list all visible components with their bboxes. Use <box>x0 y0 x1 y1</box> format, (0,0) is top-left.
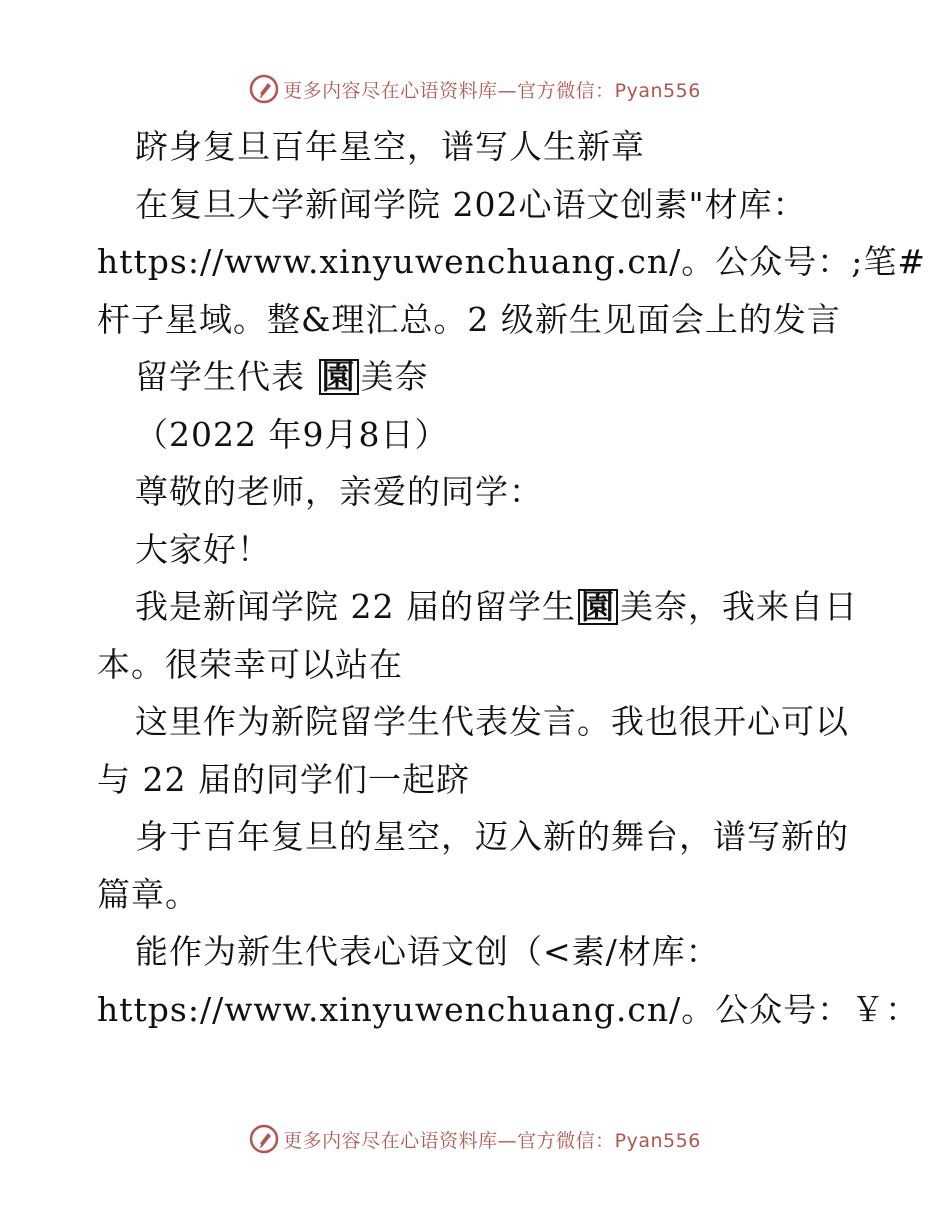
watermark-banner-top <box>0 72 950 106</box>
text-line: 在复旦大学新闻学院 202心语文创素"材库： <box>135 184 807 224</box>
paragraph-line: https://www.xinyuwenchuang.cn/。公众号：￥： <box>97 989 920 1029</box>
watermark-banner-bottom <box>0 1122 950 1156</box>
watermark-text: 更多内容尽在心语资料库—官方微信：Pyan556 <box>283 79 701 102</box>
paragraph-text: 美奈，我来自日 <box>619 587 858 626</box>
salutation: 尊敬的老师，亲爱的同学： <box>135 472 543 511</box>
paragraph-line: 身于百年复旦的星空，迈入新的舞台，谱写新的 <box>135 817 849 856</box>
text-line: 杆子星域。整&理汇总。2 级新生见面会上的发言 <box>97 299 841 339</box>
speaker-prefix: 留学生代表 <box>135 357 317 396</box>
pen-nib-logo-icon <box>249 74 279 104</box>
speaker-line <box>97 354 857 412</box>
document-body <box>97 124 927 1044</box>
paragraph-line: 这里作为新院留学生代表发言。我也很开心可以 <box>135 702 849 741</box>
paragraph-text: 我是新闻学院 22 届的留学生 <box>135 587 576 626</box>
paragraph-line <box>97 584 857 642</box>
text-line: https://www.xinyuwenchuang.cn/。公众号：;笔# <box>97 242 927 281</box>
date-line: （2022 年9月8日） <box>135 414 449 454</box>
pen-nib-logo-icon <box>249 1124 279 1154</box>
document-title: 跻身复旦百年星空，谱写人生新章 <box>135 127 645 166</box>
paragraph-line: 与 22 届的同学们一起跻 <box>97 759 470 799</box>
boxed-character: 園 <box>578 589 618 625</box>
greeting: 大家好！ <box>135 529 271 569</box>
boxed-character: 園 <box>319 359 359 395</box>
paragraph-line: 本。很荣幸可以站在 <box>97 644 403 684</box>
paragraph-line: 能作为新生代表心语文创（<素/材库： <box>135 932 720 971</box>
speaker-suffix: 美奈 <box>360 357 429 396</box>
paragraph-line: 篇章。 <box>97 874 199 914</box>
watermark-text: 更多内容尽在心语资料库—官方微信：Pyan556 <box>283 1129 701 1152</box>
